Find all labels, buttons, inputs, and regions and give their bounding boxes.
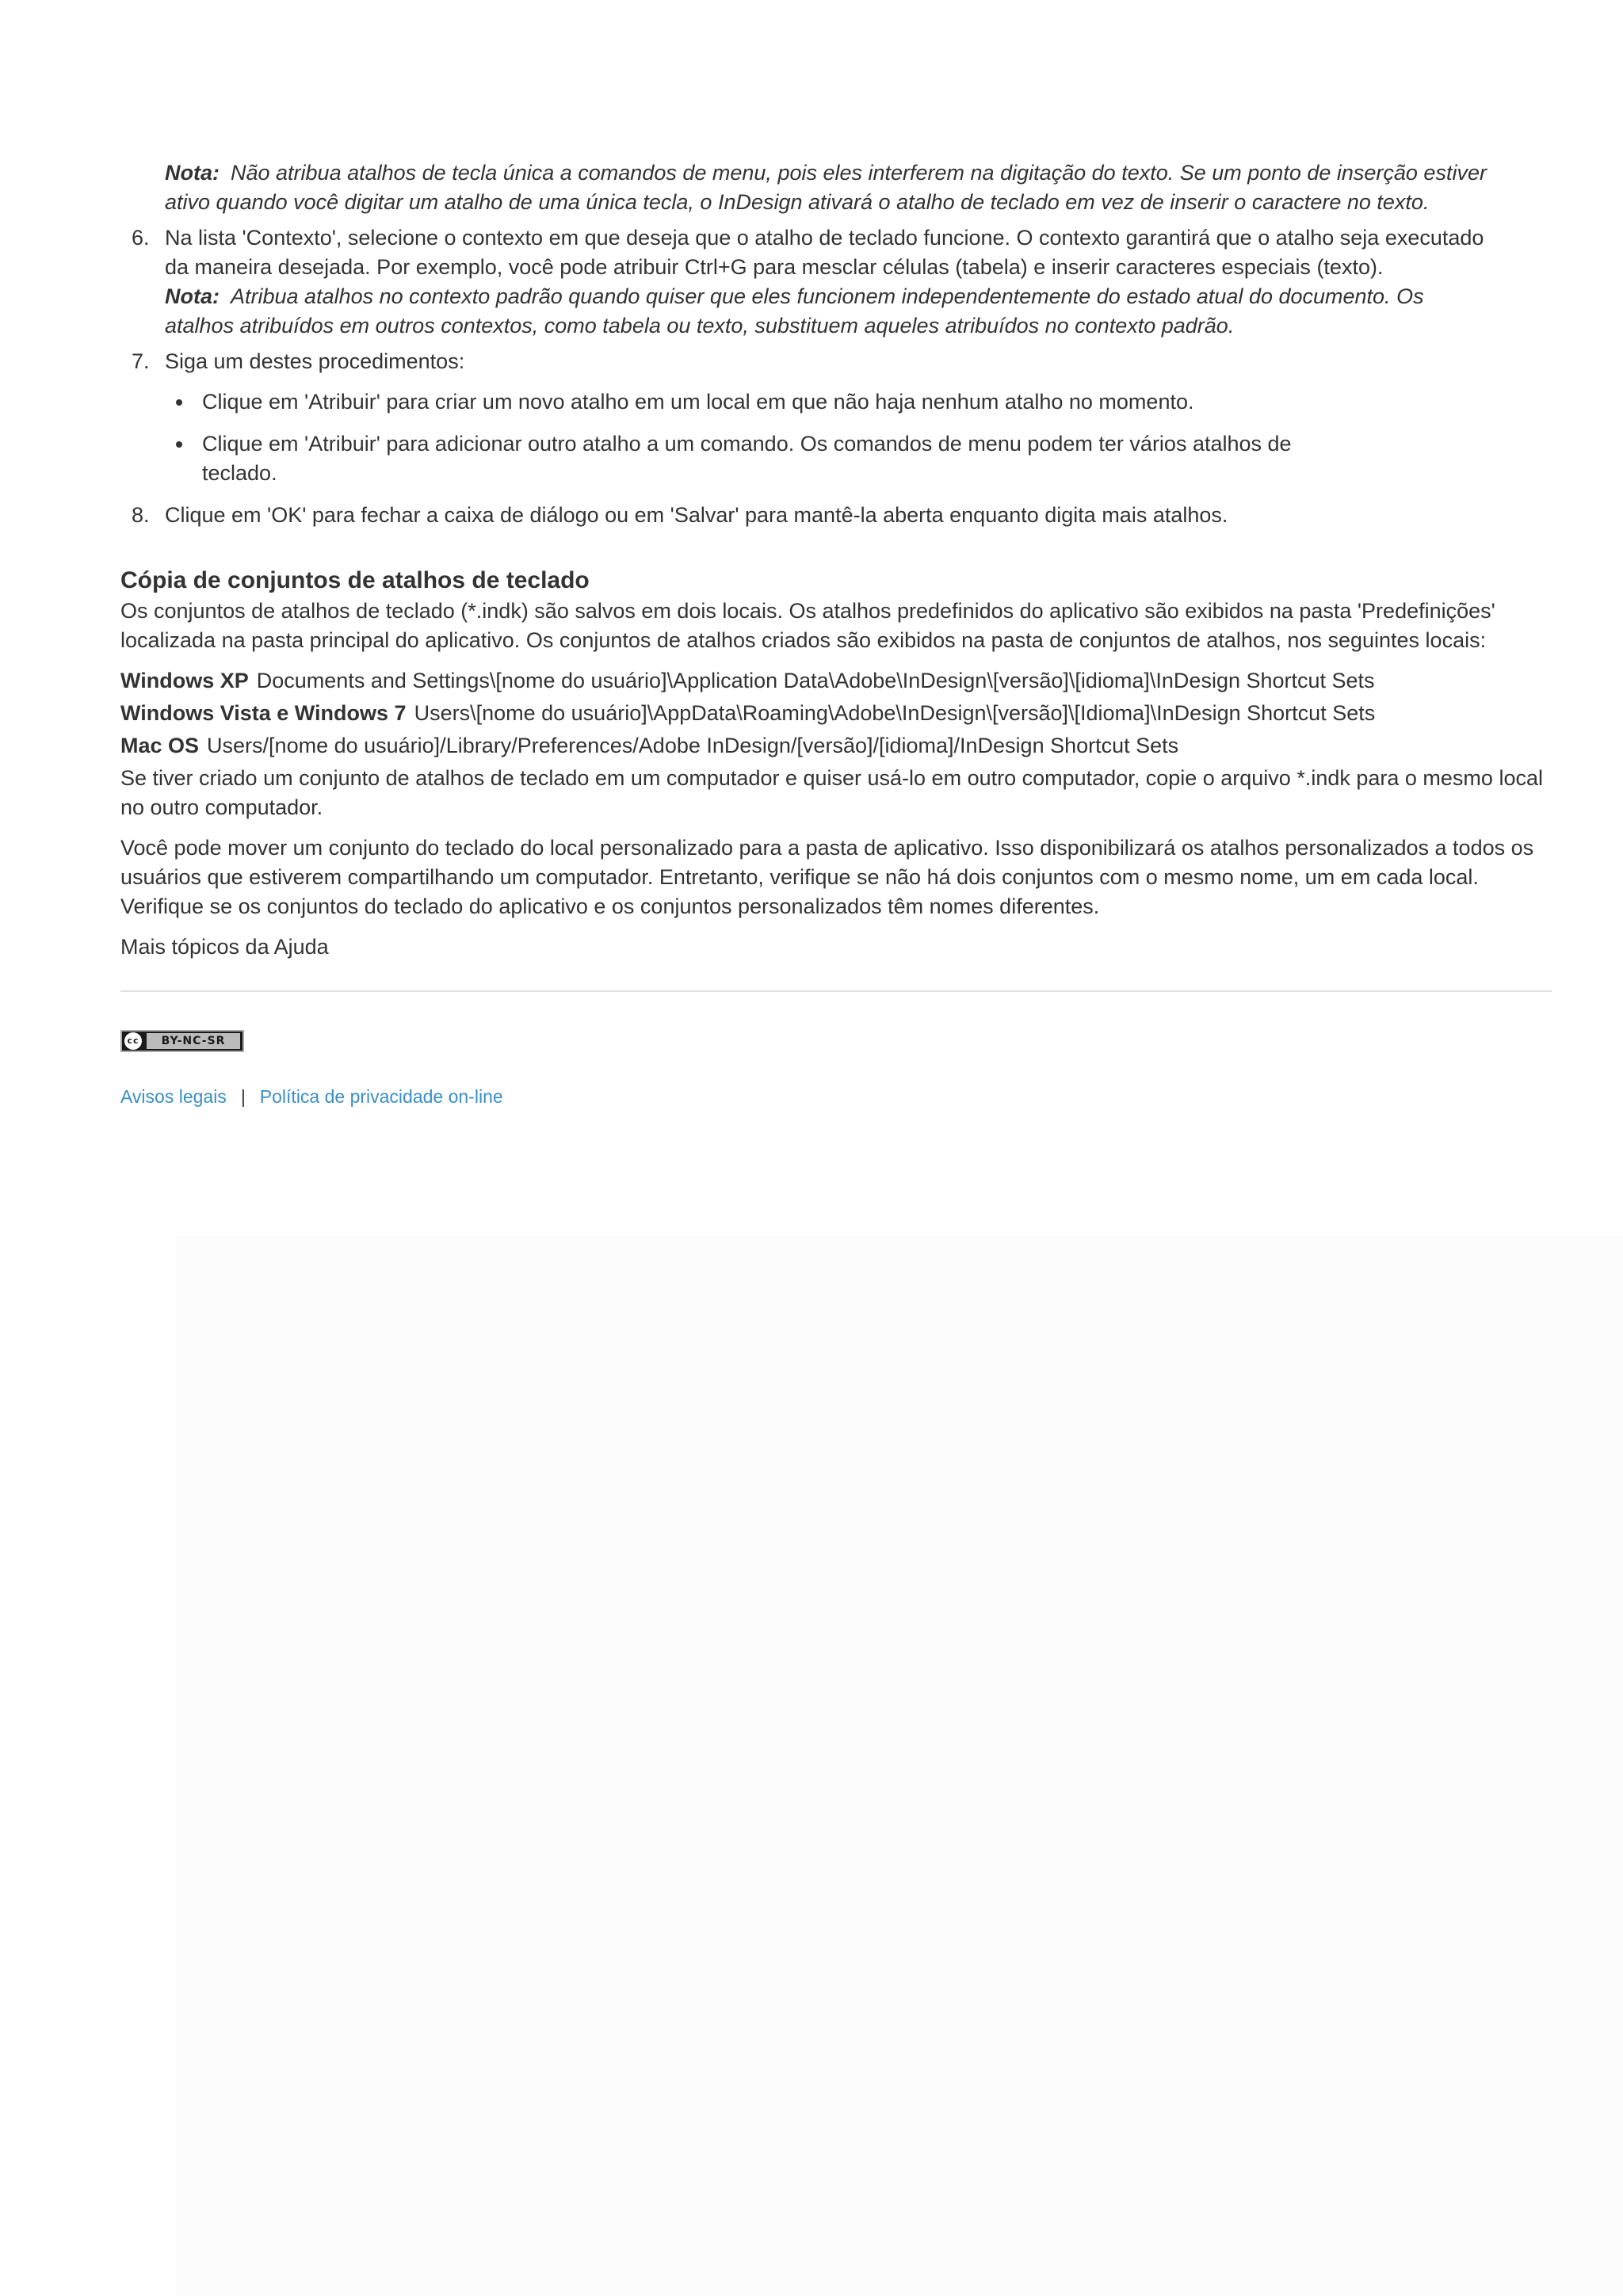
os-path: Users\[nome do usuário]\AppData\Roaming\Adobe\InDesign\[versão]\[Idioma]\InDesign Shortcut Sets [414, 701, 1376, 725]
section-intro: Os conjuntos de atalhos de teclado (*.indk) são salvos em dois locais. Os atalhos predefinidos do aplicativo são exibidos na pasta 'Predefinições' localizada na pasta principal do aplicativo. Os conjuntos de atalhos criados são exibidos na pasta de conjuntos de atalhos, nos seguintes locais: [120, 599, 1495, 652]
step-number: 6. [132, 226, 150, 250]
note-label: Nota: [165, 284, 220, 308]
link-separator: | [240, 1085, 246, 1107]
more-topics-label: Mais tópicos da Ajuda [120, 935, 329, 959]
step-text: Siga um destes procedimentos: [165, 349, 465, 373]
divider [120, 990, 1552, 992]
bullet-icon [176, 441, 182, 448]
footer-links [120, 1082, 1552, 1112]
cc-icon: cc [124, 1032, 142, 1050]
note-top [165, 158, 1496, 217]
list-item [120, 501, 1496, 530]
bullet-list [165, 387, 1496, 488]
copy-paragraph: Se tiver criado um conjunto de atalhos de teclado em um computador e quiser usá-lo em outro computador, copie o arquivo *.indk para o mesmo local no outro computador. [120, 766, 1543, 819]
os-label: Windows Vista e Windows 7 [120, 701, 407, 725]
step-number: 7. [132, 349, 150, 373]
document-page [120, 158, 1552, 1112]
legal-notices-link[interactable]: Avisos legais [120, 1085, 227, 1107]
note-text: Não atribua atalhos de tecla única a comandos de menu, pois eles interferem na digitação do texto. Se um ponto de inserção estiver ativo quando você digitar um atalho de uma única tecla, o InDesign ativará o atalho de teclado em vez de inserir o caractere no texto. [165, 161, 1487, 214]
path-row [120, 699, 1552, 728]
cc-license-text: BY-NC-SR [147, 1033, 240, 1049]
os-path: Users/[nome do usuário]/Library/Preferences/Adobe InDesign/[versão]/[idioma]/InDesign Shortcut Sets [207, 734, 1179, 757]
background-panel [176, 1236, 1623, 2296]
step-note [165, 282, 1496, 341]
bullet-icon [176, 399, 182, 406]
move-paragraph: Você pode mover um conjunto do teclado do local personalizado para a pasta de aplicativo. Isso disponibilizará os atalhos personalizados a todos os usuários que estiverem compartilhando um computador. Entretanto, verifique se não há dois conjuntos com o mesmo nome, um em cada local. Verifique se os conjuntos do teclado do aplicativo e os conjuntos personalizados têm nomes diferentes. [120, 836, 1534, 918]
step-number: 8. [132, 503, 150, 527]
note-text: Atribua atalhos no contexto padrão quando quiser que eles funcionem independentemente do estado atual do documento. Os atalhos atribuídos em outros contextos, como tabela ou texto, substituem aqueles atribuídos no contexto padrão. [165, 284, 1424, 338]
path-row [120, 731, 1552, 761]
os-path: Documents and Settings\[nome do usuário]\Application Data\Adobe\InDesign\[versão]\[idioma]\InDesign Shortcut Sets [256, 669, 1375, 692]
steps-list [120, 223, 1552, 530]
step-text: Clique em 'OK' para fechar a caixa de diálogo ou em 'Salvar' para mantê-la aberta enquanto digita mais atalhos. [165, 503, 1228, 527]
list-item [120, 347, 1496, 488]
step-text: Na lista 'Contexto', selecione o contexto em que deseja que o atalho de teclado funcione. O contexto garantirá que o atalho seja executado da maneira desejada. Por exemplo, você pode atribuir Ctrl+G para mesclar células (tabela) e inserir caracteres especiais (texto). [165, 226, 1484, 279]
bullet-item [165, 387, 1327, 417]
path-row [120, 666, 1552, 696]
bullet-text: Clique em 'Atribuir' para adicionar outro atalho a um comando. Os comandos de menu podem ter vários atalhos de teclado. [202, 432, 1292, 485]
list-item [120, 223, 1496, 341]
creative-commons-badge[interactable] [120, 1030, 244, 1052]
os-label: Mac OS [120, 734, 200, 757]
os-label: Windows XP [120, 669, 249, 692]
section-title: Cópia de conjuntos de atalhos de teclado [120, 567, 590, 593]
privacy-policy-link[interactable]: Política de privacidade on-line [259, 1085, 503, 1107]
bullet-item [165, 429, 1327, 488]
note-label: Nota: [165, 161, 220, 185]
bullet-text: Clique em 'Atribuir' para criar um novo atalho em um local em que não haja nenhum atalho no momento. [202, 390, 1194, 414]
